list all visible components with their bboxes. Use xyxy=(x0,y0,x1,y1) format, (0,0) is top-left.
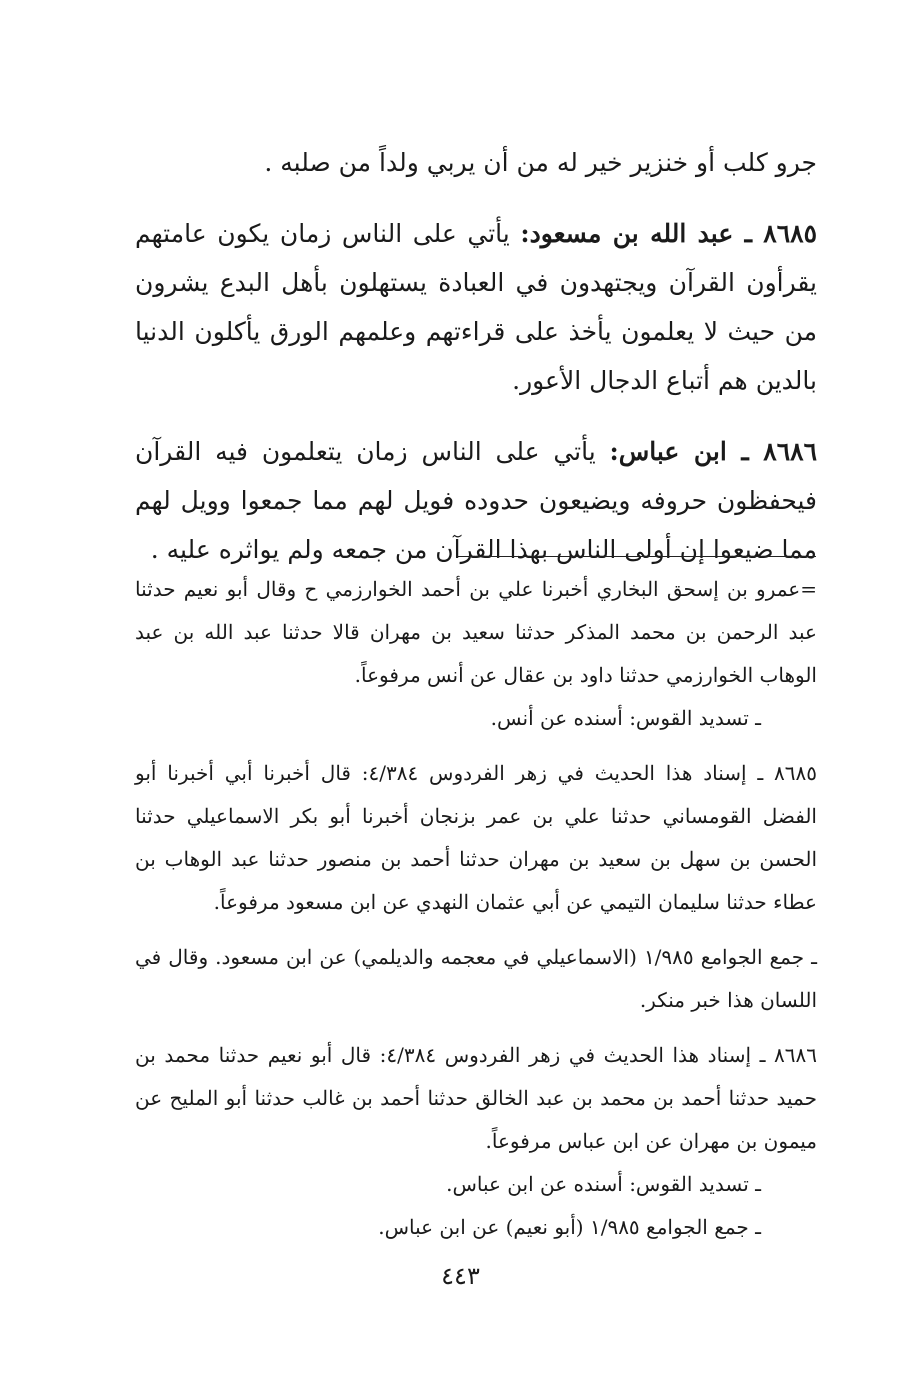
footnote-continuation: =عمرو بن إسحق البخاري أخبرنا علي بن أحمد الخوارزمي ح وقال أبو نعيم حدثنا عبد الرحمن بن محمد المذكر حدثنا سعيد بن مهران قالا حدثنا عبد الله بن عبد الوهاب الخوارزمي حدثنا داود بن عقال عن أنس مرفوعاً. xyxy=(135,577,817,687)
footnote-divider xyxy=(458,556,816,557)
paragraph-8685 xyxy=(135,209,817,405)
entry-text-8686: يأتي على الناس زمان يتعلمون فيه القرآن فيحفظون حروفه ويضيعون حدوده فويل لهم مما جمعوا وويل لهم مما ضيعوا إن أولى الناس بهذا القرآن من جمعه ولم يواثره عليه . xyxy=(135,437,817,564)
footnote-8686-jam: ـ جمع الجوامع ١/٩٨٥ (أبو نعيم) عن ابن عباس. xyxy=(378,1215,761,1239)
footnote-8686-isnad: ٨٦٨٦ ـ إسناد هذا الحديث في زهر الفردوس ٤/٣٨٤: قال أبو نعيم حدثنا محمد بن حميد حدثنا أحمد بن محمد بن عبد الخالق حدثنا أحمد بن غالب حدثنا أبو المليح عن ميمون بن مهران عن ابن عباس مرفوعاً. xyxy=(135,1043,817,1153)
entry-heading-8686: ٨٦٨٦ ـ ابن عباس: xyxy=(609,437,817,466)
footnote-tasdid-anas: ـ تسديد القوس: أسنده عن أنس. xyxy=(490,706,761,730)
paragraph-8686 xyxy=(135,427,817,574)
footnote-8685-isnad: ٨٦٨٥ ـ إسناد هذا الحديث في زهر الفردوس ٤/٣٨٤: قال أخبرنا أبي أخبرنا أبو الفضل القومساني حدثنا علي بن عمر بزنجان أخبرنا أبو بكر الاسماعيلي حدثنا الحسن بن سهل بن سعيد بن مهران حدثنا أحمد بن منصور حدثنا عبد الوهاب بن عطاء حدثنا سليمان التيمي عن أبي عثمان النهدي عن ابن مسعود مرفوعاً. xyxy=(135,761,818,914)
footnotes xyxy=(135,568,817,1249)
paragraph-continuation: جرو كلب أو خنزير خير له من أن يربي ولداً من صلبه . xyxy=(264,148,817,177)
page-number: ٤٤٣ xyxy=(441,1262,480,1290)
entry-heading-8685: ٨٦٨٥ ـ عبد الله بن مسعود: xyxy=(520,219,818,248)
footnote-8685-jam: ـ جمع الجوامع ١/٩٨٥ (الاسماعيلي في معجمه والديلمي) عن ابن مسعود. وقال في اللسان هذا خبر منكر. xyxy=(135,945,817,1012)
main-text xyxy=(135,138,817,574)
entry-text-8685: يأتي على الناس زمان يكون عامتهم يقرأون القرآن ويجتهدون في العبادة يستهلون بأهل البدع يشرون من حيث لا يعلمون يأخذ على قراءتهم وعلمهم الورق يأكلون الدنيا بالدين هم أتباع الدجال الأعور. xyxy=(135,219,817,395)
footnote-tasdid-ibn-abbas: ـ تسديد القوس: أسنده عن ابن عباس. xyxy=(446,1172,761,1196)
